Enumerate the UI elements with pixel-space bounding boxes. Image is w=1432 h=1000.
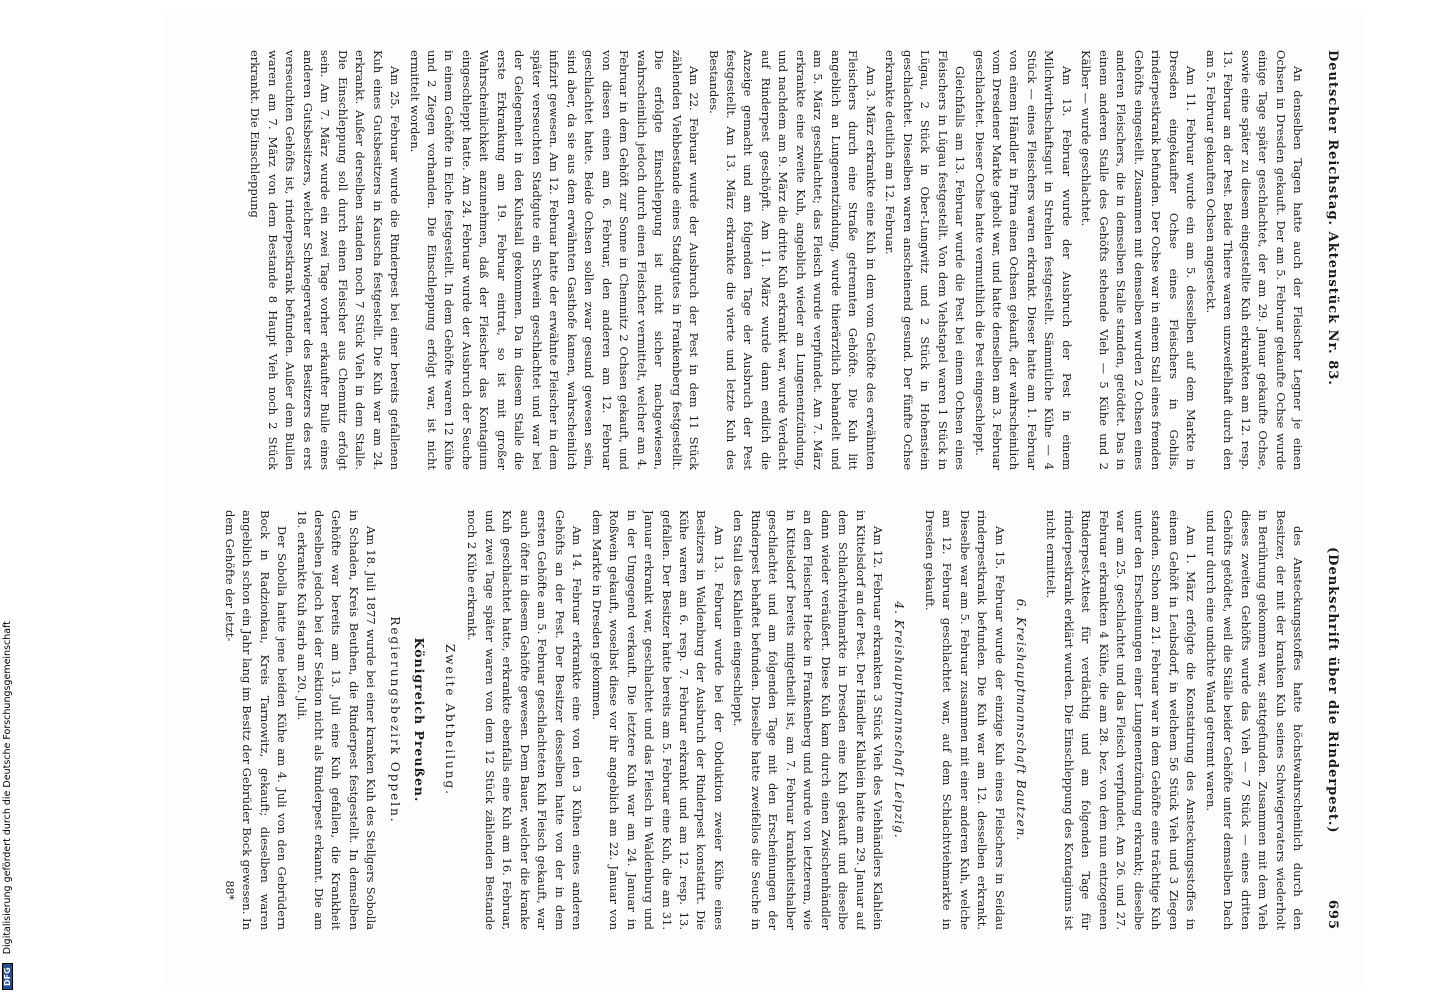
paragraph: An denselben Tagen hatte auch der Fleischer Legner je einen Ochsen in Dresden gekauft. Der am 5. Februar gekaufte Ochse wurde einige Tage später geschlachtet, der am 29. Januar gekaufte Ochse, sowie eine später zu diesem eingestellte Kuh erkrankten am 12. resp. 13. Februar an der Pest. Beide Thiere waren unzweifelhaft durch den am 5. Februar gekauften Ochsen angesteckt.	[1203, 50, 1305, 470]
digitization-text: Digitalisierung gefördert durch die Deutsche Forschungsgemeinschaft	[2, 620, 13, 955]
district-heading: Regierungsbezirk Oppeln.	[387, 616, 402, 824]
paragraph: Am 12. Februar erkrankten 3 Stück Vieh des Viehhändlers Klahlein in Kittelsdorf an der Pest. Der Händler Klahlein hatte am 29. Januar auf dem Schlachtviehmarkte in Dresden eine Kuh gekauft und dieselbe dann wieder veräußert. Diese Kuh kam durch einen Zwischenhändler an den Fleischer Hecke in Frankenberg und wurde von letzterem, wie in Kittelsdorf bereits mitgetheilt ist, am 7. Februar krankheitshalber geschlachtet und am folgenden Tage mit den Erscheinungen der Rinderpest behaftet befunden. Dieselbe hatte zweifellos die Seuche in den Stall des Klahlein eingeschleppt.	[731, 510, 886, 930]
paragraph: Am 14. Februar erkrankte eine von den 3 Kühen eines anderen Gehöfts an der Pest. Der Besitzer desselben hatte von der in dem ersten Gehöfte am 5. Februar geschlachteten Kuh Fleisch gekauft, war auch öfter in diesem Gehöfte gewesen. Dem Bauer, welcher die kranke Kuh geschlachtet hatte, erkrankte ebenfalls eine Kuh am 16. Februar, und zwei Tage später waren von dem 12 Stück zählenden Bestande noch 2 Kühe erkrankt.	[465, 510, 585, 930]
paragraph: Am 3. März erkrankte eine Kuh in dem vom Gehöfte des erwähnten Fleischers durch eine Straße getrennten Gehöfte. Die Kuh litt angeblich an Lungenentzündung, wurde thierärztlich behandelt und am 5. März geschlachtet; das Fleisch wurde verpfundet. Am 7. März erkrankte eine zweite Kuh, angeblich wieder an Lungenentzündung, und nachdem am 9. März die dritte Kuh erkrankt war, wurde Verdacht auf Rinderpest geschöpft. Am 11. März wurde dann endlich die Anzeige gemacht und am folgenden Tage der Ausbruch der Pest festgestellt. Am 13. März erkrankte die vierte und letzte Kuh des Bestandes.	[706, 50, 878, 470]
paragraph: Am 13. Februar wurde bei der Obduktion zweier Kühe eines Besitzers in Waldenburg der Ausbruch der Rinderpest konstatirt. Die Kühe waren am 6. resp. 7. Februar erkrankt und am 12. resp. 13. gefallen. Der Besitzer hatte bereits am 5. Februar eine Kuh, die am 31. Januar erkrankt war, geschlachtet und das Fleisch in Waldenburg und in der Umgegend verkauft. Die letztere Kuh war am 24. Januar in Roßwein gekauft, woselbst diese vor ihr angeblich am 22. Januar von dem Markte in Dresden gekommen.	[589, 510, 726, 930]
paragraph: Am 1. März erfolgte die Konstatirung des Ansteckungsstoffes in einem Gehöft in Leubsdorf, in welchem 56 Stück Vieh und 3 Ziegen standen. Schon am 21. Februar war in dem Gehöfte eine trächtige Kuh unter den Erscheinungen einer Lungenentzündung erkrankt; dieselbe war am 25. geschlachtet und das Fleisch verpfundet. Am 26. und 27. Februar erkrankten 4 Kühe, die am 28. bez. von dem nun entzogenen Rinderpest-Attest für verdächtig und am folgenden Tage für rinderpestkrank erklärt wurden. Die Einschleppung des Kontagiums ist nicht ermittelt.	[1044, 510, 1199, 930]
dfg-logo: DFG	[2, 963, 13, 990]
subsection-heading: 6. Kreishauptmannschaft Bautzen.	[1013, 598, 1028, 842]
paragraph: Am 11. Februar wurde ein am 5. desselben auf dem Markte in Dresden eingekaufter Ochse eines Fleischers in Gohlis, rinderpestkrank befunden. Der Ochse war in einem Stall eines fremden Gehöfts eingestellt. Zusammen mit demselben wurden 2 Ochsen eines anderen Fleischers, die in demselben Stalle standen, getödtet. Das in einem anderen Stalle des Gehöfts stehende Vieh — 5 Kühe und 2 Kälber — wurde geschlachtet.	[1079, 50, 1199, 470]
signature-mark: 88*	[222, 880, 236, 900]
paragraph: Am 18. Juli 1877 wurde bei einer kranken Kuh des Stellgers Sobolla in Schaden, Kreis Beuthen, die Rinderpest festgestellt. In demselben Gehöfte war bereits am 13. Juli eine Kuh gefallen, die Krankheit derselben jedoch bei der Sektion nicht als Rinderpest erkannt. Die am 18. erkrankte Kuh starb am 20. Juli.	[294, 510, 379, 930]
paragraph: des Ansteckungsstoffes hatte höchstwahrscheinlich durch den Besitzer, der mit der kranken Kuh seines Schwiegervaters wiederholt in Berührung gekommen war, stattgefunden. Zusammen mit dem Vieh dieses zweiten Gehöfts wurde das Vieh — 7 Stück — eines dritten Gehöfts getödtet, weil die Ställe beider Gehöfte unter demselben Dach und nur durch eine undichte Wand getrennt waren.	[1203, 510, 1305, 930]
paragraph: Am 25. Februar wurde die Rinderpest bei einer bereits gefallenen Kuh eines Gutsbesitzers in Kauscha festgestellt. Die Kuh war am 24. erkrankt. Außer derselben standen noch 7 Stück Vieh in dem Stalle. Die Einschleppung soll durch einen Fleischer aus Chemnitz erfolgt sein. Am 7. März wurde ein zwei Tage vorher erkaufter Bulle eines anderen Gutsbesitzers, welcher Schwiegervater des Besitzers des erst verseuchten Gehöfts ist, rinderpestkrank befunden. Außer dem Bullen waren am 7. März von dem Bestande 8 Haupt Vieh noch 2 Stück erkrankt. Die Einschleppung	[248, 50, 403, 470]
kingdom-heading: Königreich Preußen.	[411, 637, 427, 803]
paragraph: Am 13. Februar wurde der Ausbruch der Pest in einem Milchwirthschaftsgut in Strehlen festgestellt. Sämmtliche Kühe — 4 Stück — eines Fleischers waren erkrankt. Dieser hatte am 1. Februar von einem Händler in Pirna einen Ochsen gekauft, der wahrscheinlich vom Dresdener Markte geholt war, und hatte denselben am 3. Februar geschlachtet. Dieser Ochse hatte vermuthlich die Pest eingeschleppt.	[972, 50, 1074, 470]
right-column	[216, 510, 1306, 930]
page-header	[1316, 50, 1346, 930]
paragraph: Der Sobolla hatte jene beiden Kühe am 4. Juli von den Gebrüdern Bock in Radzionkau, Kreis Tarnowitz, gekauft; dieselben waren angeblich schon ein Jahr lang im Besitz der Gebrüder Bock gewesen. In dem Gehöfte der letzt-	[222, 510, 290, 930]
left-column	[216, 50, 1306, 470]
header-right	[1325, 547, 1340, 930]
paragraph: Am 15. Februar wurde der einzige Kuh eines Fleischers in Seidau rinderpestkrank befunden. Die Kuh war am 12. desselben erkrankt. Dieselbe war am 5. Februar zusammen mit einer anderen Kuh, welche am 12. Februar geschlachtet war, auf dem Schlachtviehmarkte in Dresden gekauft.	[922, 510, 1007, 930]
paragraph: Gleichfalls am 13. Februar wurde die Pest bei einem Ochsen eines Fleischers in Lügau festgestellt. Von dem Viehstapel waren 1 Stück in Lügau, 2 Stück in Ober-Lungwitz und 2 Stück in Hohenstein geschlachtet. Dieselben waren anscheinend gesund. Der fünfte Ochse erkrankte deutlich am 12. Februar.	[883, 50, 968, 470]
section-title: Zweite Abtheilung.	[442, 644, 457, 796]
subsection-heading: 4. Kreishauptmannschaft Leipzig.	[892, 601, 907, 839]
page-content	[196, 50, 1346, 930]
header-subtitle: (Denkschrift über die Rinderpest.)	[1325, 547, 1340, 834]
paragraph: Am 22. Februar wurde der Ausbruch der Pest in dem 11 Stück zählenden Viehbestande eines Stadtgutes in Frankenberg festgestellt. Die erfolgte Einschleppung ist nicht sicher nachgewiesen, wahrscheinlich jedoch durch einen Fleischer vermittelt, welcher am 4. Februar in dem Gehöft zur Sonne in Chemnitz 2 Ochsen gekauft, und von diesen einen am 6. Februar, den anderen am 12. Februar geschlachtet hatte. Beide Ochsen sollen zwar gesund gewesen sein, sind aber, da sie aus dem erwähnten Gasthofe kamen, wahrscheinlich infizirt gewesen. Am 12. Februar hatte der erwähnte Fleischer in dem später verseuchten Stadtgute ein Schwein geschlachtet und war bei der Gelegenheit in den Kuhstall gekommen. Da in diesem Stalle die erste Erkrankung am 19. Februar eintrat, so ist mit großer Wahrscheinlichkeit anzunehmen, daß der Fleischer das Kontagium eingeschleppt hatte. Am 24. Februar wurde der Ausbruch der Seuche in einem Gehöfte in Eiche festgestellt. In dem Gehöfte waren 12 Kühe und 2 Ziegen vorhanden. Die Einschleppung erfolgt war, ist nicht ermittelt worden.	[407, 50, 702, 470]
header-title: Deutscher Reichstag. Aktenstück Nr. 83.	[1325, 50, 1340, 386]
scanned-page	[164, 10, 1364, 990]
page-number: 695	[1325, 899, 1340, 930]
digitization-note	[2, 570, 22, 990]
